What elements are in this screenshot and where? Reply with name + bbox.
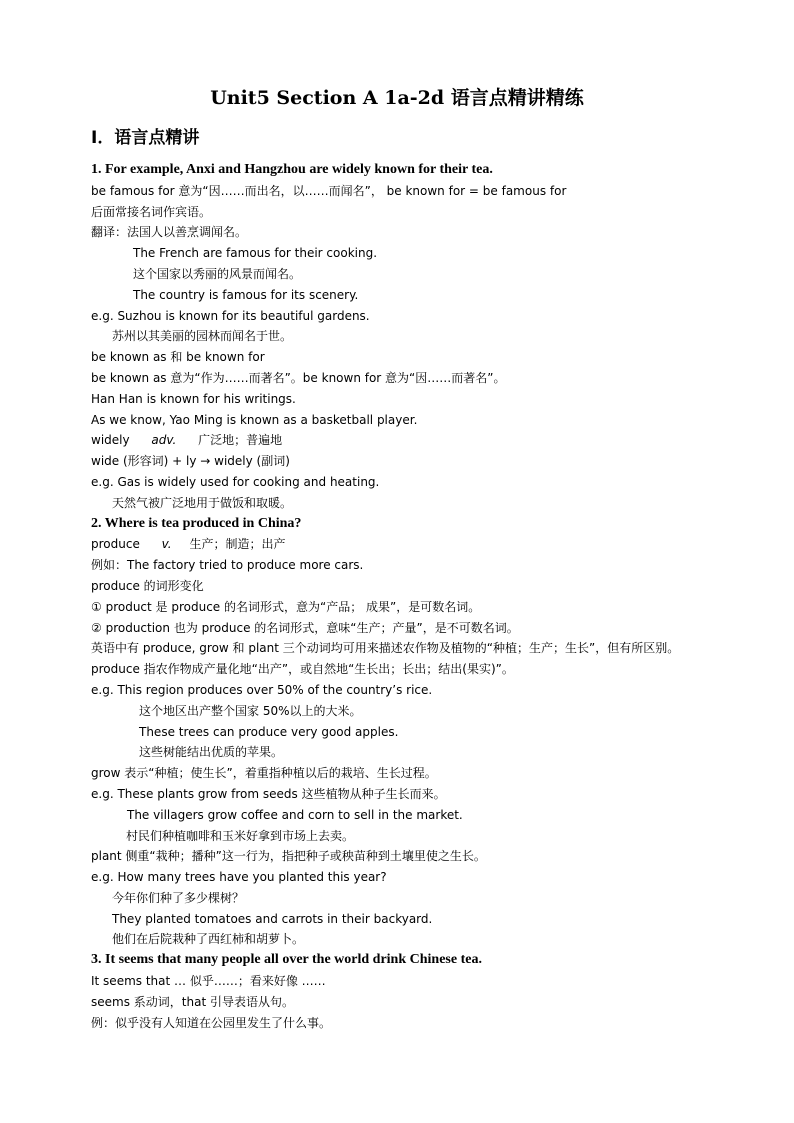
translation-line: 这个地区出产整个国家 50%以上的大米。 [139,703,362,718]
text-line: seems 系动词，that 引导表语从句。 [91,994,294,1009]
point-heading-3: 3. It seems that many people all over the world drink Chinese tea. [91,952,482,968]
text-line: be known as 和 be known for [91,350,265,365]
text-line: be famous for 意为“因……而出名，以……而闻名”， be known for = be famous for [91,183,567,198]
text-line: 例：似乎没有人知道在公园里发生了什么事。 [91,1015,332,1030]
page-title: Unit5 Section A 1a-2d 语言点精讲精练 [210,87,584,109]
vocab-word: produce [91,537,140,552]
text-line: It seems that … 似乎……；看来好像 …… [91,974,326,989]
example-line: The French are famous for their cooking. [133,246,378,261]
example-line: e.g. Gas is widely used for cooking and heating. [91,474,380,489]
translation-line: 天然气被广泛地用于做饭和取暖。 [112,495,293,510]
part-of-speech: v. [161,537,172,552]
example-line: The country is famous for its scenery. [133,287,359,302]
text-line: be known as 意为“作为……而著名”。be known for 意为“因……而著名”。 [91,370,506,385]
translation-line: 这些树能结出优质的苹果。 [139,745,284,760]
text-line: 翻译：法国人以善烹调闻名。 [91,225,248,240]
translation-line: 今年你们种了多少棵树？ [112,890,245,905]
translation-line: 他们在后院栽种了西红柿和胡萝卜。 [112,932,305,947]
translation-line: 村民们种植咖啡和玉米好拿到市场上去卖。 [126,828,355,843]
vocab-line [91,534,711,555]
example-line: These trees can produce very good apples. [139,724,399,739]
vocab-meaning: 广泛地；普遍地 [198,433,283,448]
example-line: 例如：The factory tried to produce more cars. [91,558,364,573]
text-line: produce 的词形变化 [91,578,204,593]
part-of-speech: adv. [151,433,177,448]
example-line: e.g. How many trees have you planted this year? [91,870,387,885]
translation-line: 苏州以其美丽的园林而闻名于世。 [112,329,293,344]
vocab-line [91,430,711,451]
text-paragraph: 英语中有 produce, grow 和 plant 三个动词均可用来描述农作物及植物的“种植；生产；生长”，但有所区别。 [91,641,680,656]
example-line: As we know, Yao Ming is known as a basketball player. [91,412,418,427]
example-line: e.g. This region produces over 50% of the country’s rice. [91,682,433,697]
example-line: e.g. These plants grow from seeds 这些植物从种子生长而来。 [91,786,446,801]
text-line: produce 指农作物成产量化地“出产”，或自然地“生长出；长出；结出(果实)”。 [91,662,514,677]
point-heading-1: 1. For example, Anxi and Hangzhou are widely known for their tea. [91,162,493,177]
example-line: Han Han is known for his writings. [91,391,296,406]
example-line: e.g. Suzhou is known for its beautiful gardens. [91,308,370,323]
point-heading-2: 2. Where is tea produced in China? [91,515,302,531]
text-line: plant 侧重“栽种；播种”这一行为，指把种子或秧苗种到土壤里使之生长。 [91,849,486,864]
document-body [91,160,711,1033]
section-heading: I．语言点精讲 [91,128,200,148]
vocab-word: widely [91,433,130,448]
example-line: The villagers grow coffee and corn to sell in the market. [127,807,463,822]
example-line: They planted tomatoes and carrots in their backyard. [112,911,433,926]
text-line: ② production 也为 produce 的名词形式，意味“生产；产量”，是不可数名词。 [91,620,519,635]
example-line: 这个国家以秀丽的风景而闻名。 [133,266,302,281]
text-line: grow 表示“种植；使生长”，着重指种植以后的栽培、生长过程。 [91,766,437,781]
text-line: ① product 是 produce 的名词形式，意为“产品； 成果”，是可数名词。 [91,599,481,614]
vocab-meaning: 生产；制造；出产 [189,537,286,552]
text-line: wide (形容词) + ly → widely (副词) [91,454,290,469]
text-line: 后面常接名词作宾语。 [91,204,212,219]
